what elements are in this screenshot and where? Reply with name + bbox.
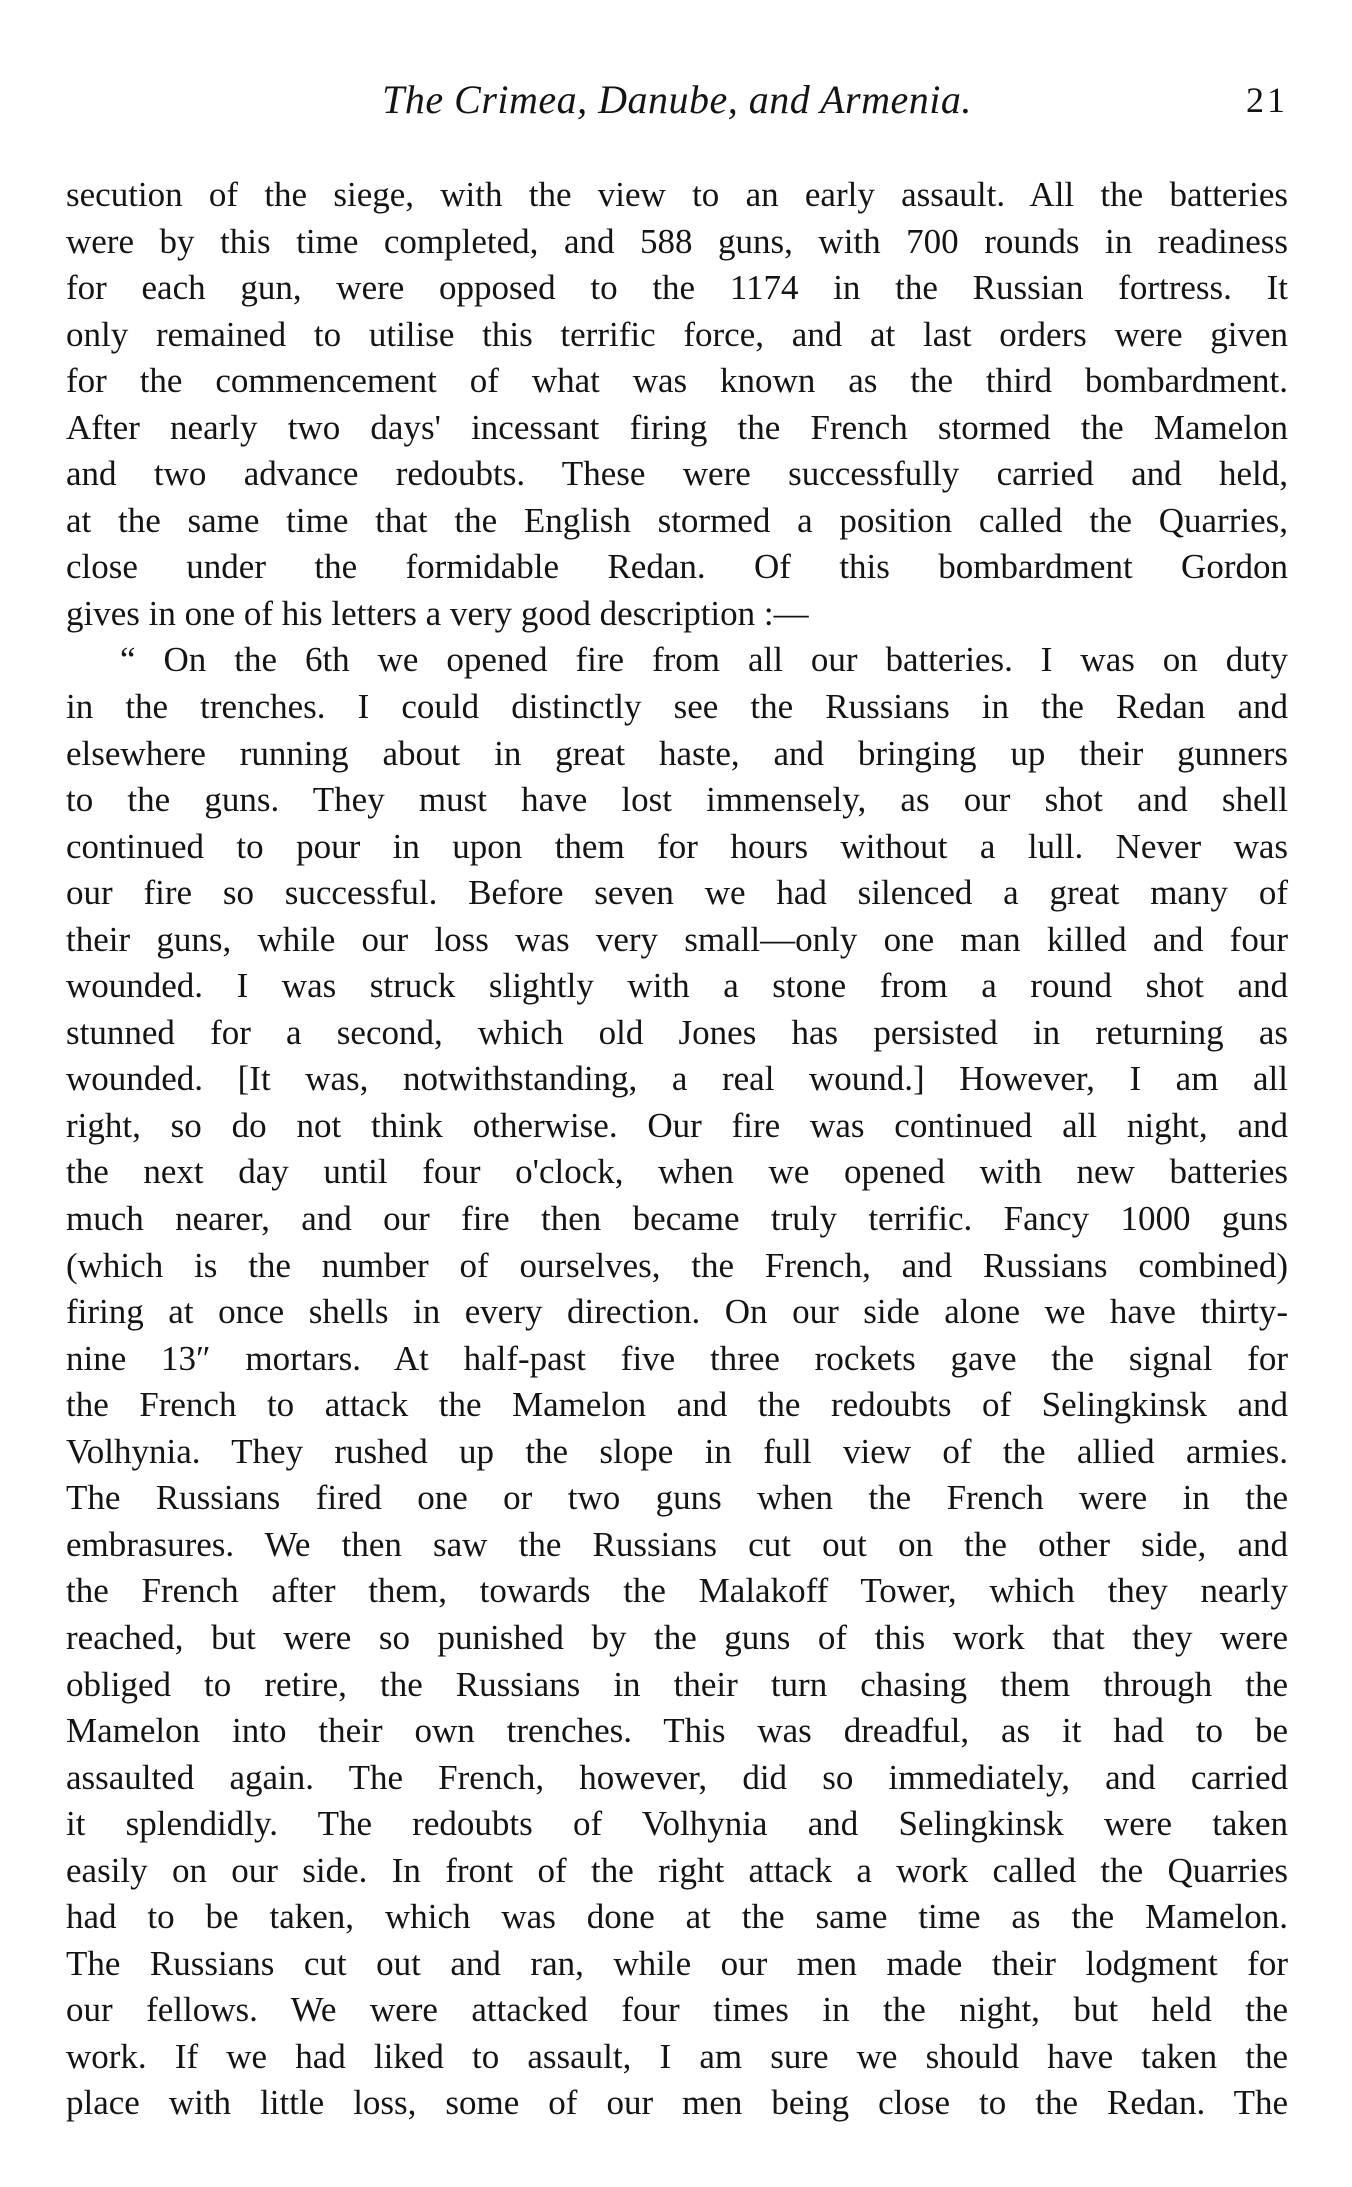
text-line: much nearer, and our fire then became truly terrific. Fancy 1000 guns bbox=[66, 1199, 1288, 1239]
text-line-quote-start: “ On the 6th we opened fire from all our batteries. I was on duty bbox=[120, 640, 1288, 680]
text-line: at the same time that the English stormed a position called the Quarries, bbox=[66, 500, 1288, 540]
text-line: stunned for a second, which old Jones has persisted in returning as bbox=[66, 1012, 1288, 1052]
text-line: and two advance redoubts. These were successfully carried and held, bbox=[66, 454, 1288, 494]
text-line: reached, but were so punished by the guns of this work that they were bbox=[66, 1617, 1288, 1657]
text-line: in the trenches. I could distinctly see the Russians in the Redan and bbox=[66, 687, 1288, 727]
text-line: had to be taken, which was done at the same time as the Mamelon. bbox=[66, 1897, 1288, 1937]
text-line: work. If we had liked to assault, I am sure we should have taken the bbox=[66, 2036, 1288, 2076]
text-line: right, so do not think otherwise. Our fire was continued all night, and bbox=[66, 1105, 1288, 1145]
text-line: only remained to utilise this terrific force, and at last orders were given bbox=[66, 314, 1288, 354]
text-line: the French after them, towards the Malakoff Tower, which they nearly bbox=[66, 1571, 1288, 1611]
text-line: wounded. [It was, notwithstanding, a real wound.] However, I am all bbox=[66, 1059, 1288, 1099]
text-line: embrasures. We then saw the Russians cut out on the other side, and bbox=[66, 1524, 1288, 1564]
text-line: it splendidly. The redoubts of Volhynia and Selingkinsk were taken bbox=[66, 1804, 1288, 1844]
text-line: for the commencement of what was known as the third bombardment. bbox=[66, 361, 1288, 401]
text-line: for each gun, were opposed to the 1174 in the Russian fortress. It bbox=[66, 268, 1288, 308]
text-line: our fire so successful. Before seven we had silenced a great many of bbox=[66, 873, 1288, 913]
text-line: place with little loss, some of our men being close to the Redan. The bbox=[66, 2083, 1288, 2123]
text-line: The Russians fired one or two guns when the French were in the bbox=[66, 1478, 1288, 1518]
text-line: After nearly two days' incessant firing the French stormed the Mamelon bbox=[66, 407, 1288, 447]
text-line-paragraph-end: gives in one of his letters a very good description :— bbox=[66, 593, 809, 633]
text-line: to the guns. They must have lost immensely, as our shot and shell bbox=[66, 780, 1288, 820]
text-line: (which is the number of ourselves, the French, and Russians combined) bbox=[66, 1245, 1288, 1285]
text-line: Mamelon into their own trenches. This was dreadful, as it had to be bbox=[66, 1711, 1288, 1751]
text-line: easily on our side. In front of the right attack a work called the Quarries bbox=[66, 1850, 1288, 1890]
body-text bbox=[66, 172, 1288, 2127]
text-line: the next day until four o'clock, when we opened with new batteries bbox=[66, 1152, 1288, 1192]
text-line: nine 13″ mortars. At half-past five three rockets gave the signal for bbox=[66, 1338, 1288, 1378]
text-line: their guns, while our loss was very small—only one man killed and four bbox=[66, 919, 1288, 959]
text-line: The Russians cut out and ran, while our men made their lodgment for bbox=[66, 1943, 1288, 1983]
running-title: The Crimea, Danube, and Armenia. bbox=[382, 77, 972, 122]
text-line: were by this time completed, and 588 guns, with 700 rounds in readiness bbox=[66, 221, 1288, 261]
text-line: the French to attack the Mamelon and the redoubts of Selingkinsk and bbox=[66, 1385, 1288, 1425]
page-number: 21 bbox=[1246, 80, 1288, 120]
running-head bbox=[66, 70, 1288, 130]
text-line: secution of the siege, with the view to an early assault. All the batteries bbox=[66, 175, 1288, 214]
text-line: elsewhere running about in great haste, and bringing up their gunners bbox=[66, 733, 1288, 773]
text-line: wounded. I was struck slightly with a stone from a round shot and bbox=[66, 966, 1288, 1006]
text-line: firing at once shells in every direction. On our side alone we have thirty- bbox=[66, 1292, 1288, 1332]
text-line: close under the formidable Redan. Of this bombardment Gordon bbox=[66, 547, 1288, 587]
text-line: our fellows. We were attacked four times in the night, but held the bbox=[66, 1990, 1288, 2030]
text-line: continued to pour in upon them for hours without a lull. Never was bbox=[66, 826, 1288, 866]
text-line: assaulted again. The French, however, did so immediately, and carried bbox=[66, 1757, 1288, 1797]
text-line: Volhynia. They rushed up the slope in full view of the allied armies. bbox=[66, 1431, 1288, 1471]
text-line: obliged to retire, the Russians in their turn chasing them through the bbox=[66, 1664, 1288, 1704]
